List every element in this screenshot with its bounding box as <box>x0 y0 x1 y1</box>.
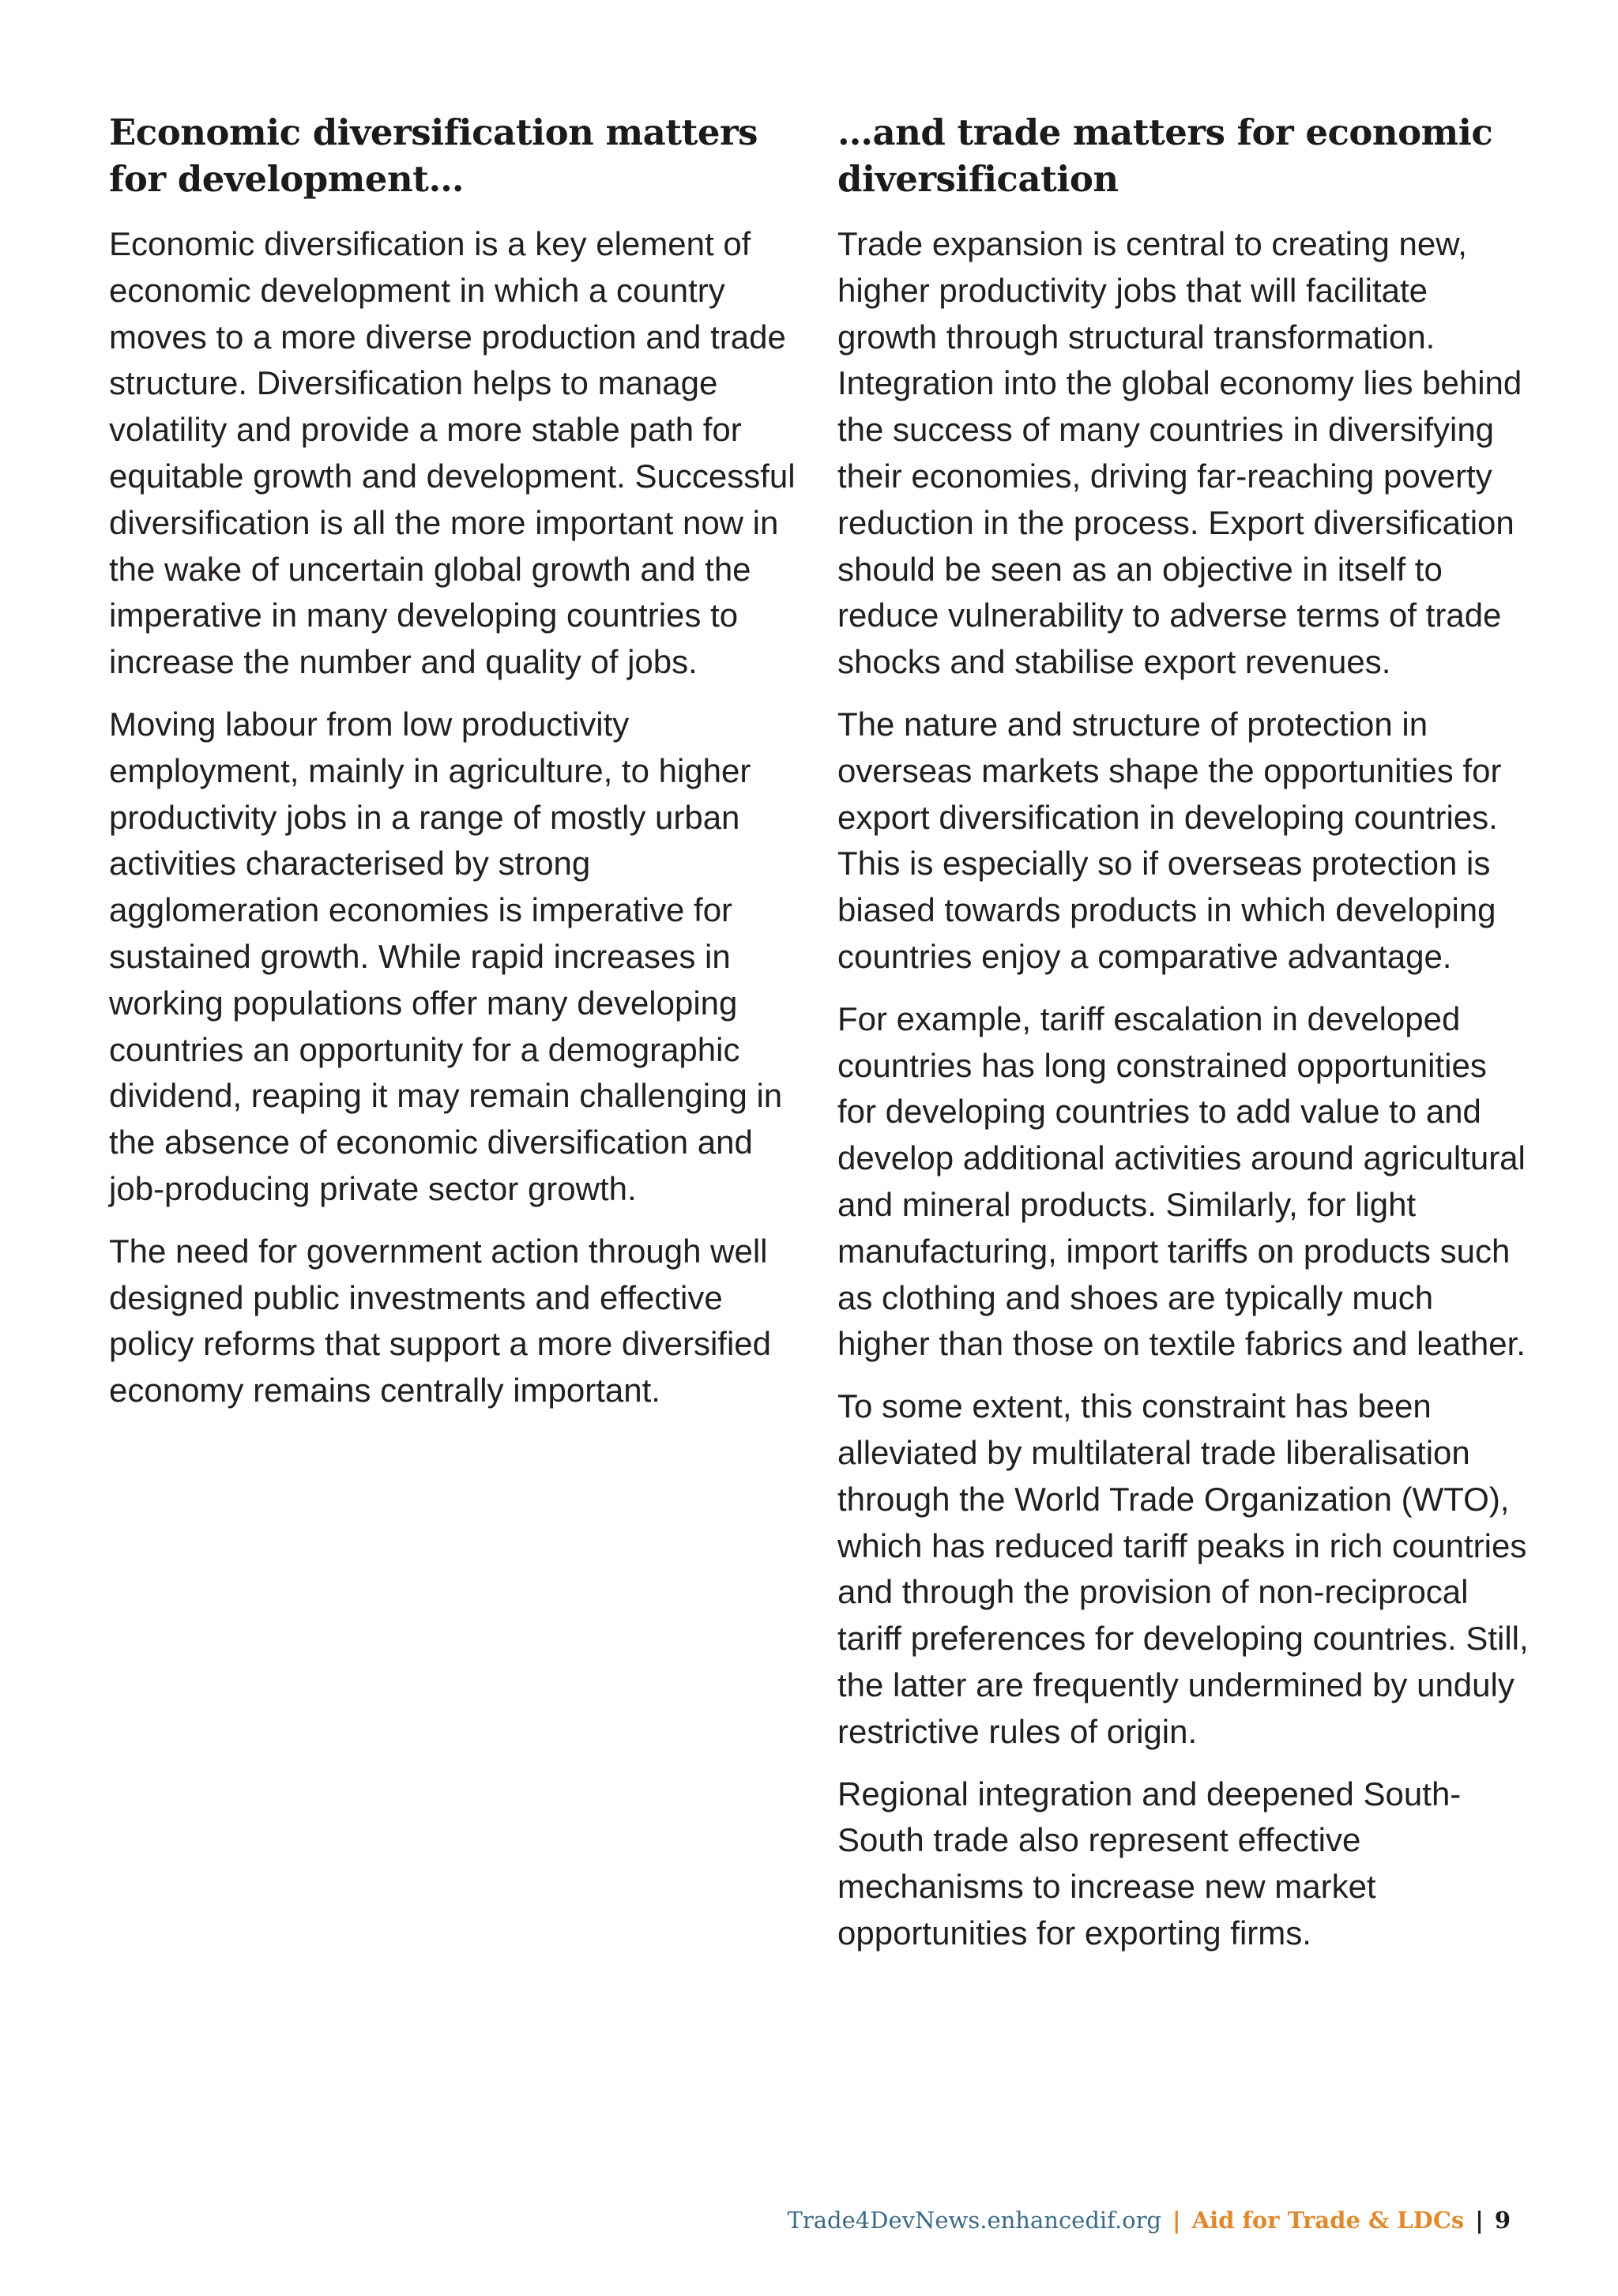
left-paragraph-2: Moving labour from low productivity employment, mainly in agriculture, to higher productivity jobs in a range of mostly urban activities characterised by strong agglomeration economies is imperative for sustained growth. While rapid increases in working populations offer many developing countries an opportunity for a demographic dividend, reaping it may remain challenging in the absence of economic diversification and job-producing private sector growth. <box>109 705 783 1207</box>
right-column <box>837 109 1533 1973</box>
footer-site-link[interactable]: Trade4DevNews.enhancedif.org <box>787 2207 1161 2234</box>
right-paragraph-5: Regional integration and deepened South-South trade also represent effective mechanisms to increase new market opportunities for exporting firms. <box>837 1775 1462 1952</box>
footer-publication: Aid for Trade & LDCs <box>1191 2207 1465 2234</box>
footer-separator: | <box>1172 2207 1181 2234</box>
right-heading: …and trade matters for economic diversification <box>837 111 1493 200</box>
left-heading: Economic diversification matters for development… <box>109 111 758 200</box>
left-column <box>109 109 804 1430</box>
page-footer <box>788 2204 1511 2236</box>
footer-separator-2: | <box>1475 2207 1484 2234</box>
right-paragraph-4: To some extent, this constraint has been alleviated by multilateral trade liberalisation through the World Trade Organization (WTO), which has reduced tariff peaks in rich countries and through the provision of non-reciprocal tariff preferences for developing countries. Still, the latter are frequently undermined by unduly restrictive rules of origin. <box>837 1387 1529 1750</box>
left-paragraph-3: The need for government action through well designed public investments and effective policy reforms that support a more diversified economy remains centrally important. <box>109 1232 772 1410</box>
right-paragraph-2: The nature and structure of protection in overseas markets shape the opportunities for export diversification in developing countries. This is especially so if overseas protection is biased towards products in which developing countries enjoy a comparative advantage. <box>837 705 1502 975</box>
page-number: 9 <box>1494 2207 1511 2234</box>
right-paragraph-3: For example, tariff escalation in developed countries has long constrained opportunities for developing countries to add value to and develop additional activities around agricultural and mineral products. Similarly, for light manufacturing, import tariffs on products such as clothing and shoes are typically much higher than those on textile fabrics and leather. <box>837 999 1526 1363</box>
left-paragraph-1: Economic diversification is a key element of economic development in which a country moves to a more diverse production and trade structure. Diversification helps to manage volatility and provide a more stable path for equitable growth and development. Successful diversification is all the more important now in the wake of uncertain global growth and the imperative in many developing countries to increase the number and quality of jobs. <box>109 225 796 681</box>
right-paragraph-1: Trade expansion is central to creating new, higher productivity jobs that will facilitate growth through structural transformation. Integration into the global economy lies behind the success of many countries in diversifying their economies, driving far-reaching poverty reduction in the process. Export diversification should be seen as an objective in itself to reduce vulnerability to adverse terms of trade shocks and stabilise export revenues. <box>837 225 1522 681</box>
